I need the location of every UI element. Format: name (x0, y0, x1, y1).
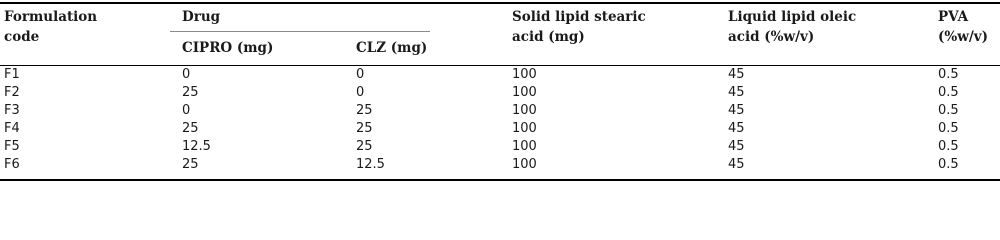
cell-pva: 0.5 (938, 121, 959, 136)
cell-cipro: 0 (182, 103, 191, 118)
cell-clz: 25 (356, 103, 373, 118)
cell-solid-lipid: 100 (512, 139, 537, 154)
table-top-rule (0, 2, 1000, 4)
cell-formulation-code: F5 (4, 139, 20, 154)
cell-pva: 0.5 (938, 67, 959, 82)
cell-solid-lipid: 100 (512, 121, 537, 136)
table-bottom-rule (0, 179, 1000, 181)
cell-solid-lipid: 100 (512, 85, 537, 100)
cell-pva: 0.5 (938, 139, 959, 154)
cell-liquid-lipid: 45 (728, 103, 745, 118)
cell-formulation-code: F4 (4, 121, 20, 136)
cell-cipro: 25 (182, 85, 199, 100)
cell-solid-lipid: 100 (512, 103, 537, 118)
cell-formulation-code: F1 (4, 67, 20, 82)
cell-liquid-lipid: 45 (728, 157, 745, 172)
header-pva-line1: PVA (938, 9, 969, 25)
cell-clz: 25 (356, 121, 373, 136)
cell-solid-lipid: 100 (512, 67, 537, 82)
cell-clz: 12.5 (356, 157, 385, 172)
cell-cipro: 25 (182, 121, 199, 136)
cell-solid-lipid: 100 (512, 157, 537, 172)
header-clz: CLZ (mg) (356, 40, 428, 56)
cell-cipro: 0 (182, 67, 191, 82)
cell-liquid-lipid: 45 (728, 121, 745, 136)
cell-cipro: 12.5 (182, 139, 211, 154)
cell-pva: 0.5 (938, 85, 959, 100)
cell-liquid-lipid: 45 (728, 139, 745, 154)
cell-pva: 0.5 (938, 103, 959, 118)
drug-group-rule (170, 31, 430, 32)
header-formulation-code-line1: Formulation (4, 9, 98, 25)
header-formulation-code-line2: code (4, 29, 40, 45)
header-pva-line2: (%w/v) (938, 29, 988, 45)
cell-clz: 0 (356, 85, 365, 100)
header-cipro: CIPRO (mg) (182, 40, 274, 56)
header-bottom-rule (0, 65, 1000, 66)
header-drug: Drug (182, 9, 221, 25)
cell-cipro: 25 (182, 157, 199, 172)
cell-clz: 25 (356, 139, 373, 154)
cell-formulation-code: F2 (4, 85, 20, 100)
cell-pva: 0.5 (938, 157, 959, 172)
cell-liquid-lipid: 45 (728, 67, 745, 82)
header-liquid-lipid-line2: acid (%w/v) (728, 29, 815, 45)
header-solid-lipid-line1: Solid lipid stearic (512, 9, 646, 25)
cell-formulation-code: F3 (4, 103, 20, 118)
cell-formulation-code: F6 (4, 157, 20, 172)
header-solid-lipid-line2: acid (mg) (512, 29, 585, 45)
header-liquid-lipid-line1: Liquid lipid oleic (728, 9, 857, 25)
cell-liquid-lipid: 45 (728, 85, 745, 100)
cell-clz: 0 (356, 67, 365, 82)
